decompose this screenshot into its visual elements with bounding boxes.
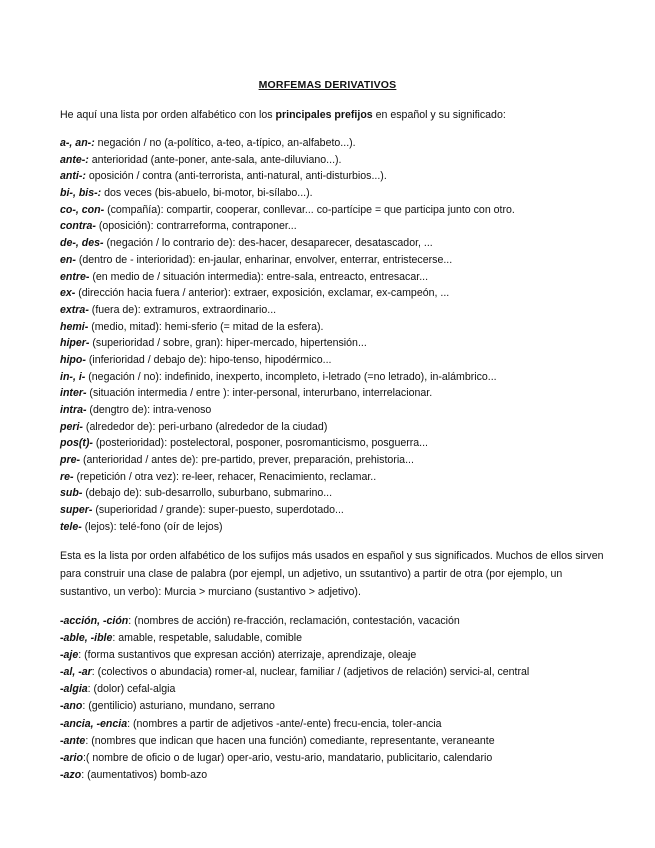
prefix-list xyxy=(60,135,620,536)
prefix-entry xyxy=(60,218,620,235)
prefix-entry-term: extra- xyxy=(60,303,89,316)
prefix-entry-term: entre- xyxy=(60,270,90,283)
prefix-entry xyxy=(60,269,620,286)
suffix-entry xyxy=(60,664,620,681)
prefix-entry-term: inter- xyxy=(60,387,87,400)
prefix-entry xyxy=(60,485,620,502)
prefix-entry xyxy=(60,435,620,452)
prefix-entry-definition: (superioridad / grande): super-puesto, superdotado... xyxy=(92,504,344,517)
suffix-entry-definition: : (nombres que indican que hacen una función) comediante, representante, veraneante xyxy=(85,734,495,747)
prefix-entry xyxy=(60,352,620,369)
prefix-entry-definition: (anterioridad / antes de): pre-partido, prever, preparación, prehistoria... xyxy=(80,454,414,467)
prefix-entry-term: re- xyxy=(60,470,74,483)
prefix-entry xyxy=(60,168,620,185)
prefix-entry-definition: (compañía): compartir, cooperar, conllevar... co-partícipe = que participa junto con otro. xyxy=(104,203,515,216)
prefix-entry-definition: (negación / lo contrario de): des-hacer, desaparecer, desatascador, ... xyxy=(103,237,433,250)
suffix-entry xyxy=(60,767,620,784)
prefix-entry-term: peri- xyxy=(60,420,83,433)
prefix-entry-definition: (oposición): contrarreforma, contraponer... xyxy=(95,220,297,233)
suffix-list xyxy=(60,613,620,784)
prefix-entry-definition: (superioridad / sobre, gran): hiper-mercado, hipertensión... xyxy=(89,337,367,350)
prefix-entry-term: en- xyxy=(60,253,76,266)
suffix-entry-term: -al, -ar xyxy=(60,666,92,679)
suffix-entry-term: -ario xyxy=(60,751,83,764)
prefix-entry xyxy=(60,419,620,436)
suffix-entry-definition: : amable, respetable, saludable, comible xyxy=(112,632,303,645)
prefix-intro xyxy=(60,106,605,124)
intro-bold-text: principales prefijos xyxy=(275,109,373,121)
prefix-entry xyxy=(60,135,620,152)
suffix-intro: Esta es la lista por orden alfabético de los sufijos más usados en español y sus significados. Muchos de ellos sirven para construir una clase de palabra (por ejempl, un adjetivo, un ssutantivo) a partir de otra (por ejemplo, un sustantivo, un verbo): Murcia > murciano (sustantivo > adjetivo). xyxy=(60,550,604,598)
suffix-entry xyxy=(60,733,620,750)
suffix-entry-term: -ano xyxy=(60,700,83,713)
suffix-entry-term: -ancia, -encia xyxy=(60,717,128,730)
suffix-entry-term: -able, -ible xyxy=(60,632,113,645)
prefix-entry xyxy=(60,402,620,419)
suffix-entry xyxy=(60,750,620,767)
suffix-entry xyxy=(60,681,620,698)
prefix-entry-definition: (dentro de - interioridad): en-jaular, enharinar, envolver, enterrar, entristecerse... xyxy=(75,253,453,266)
prefix-entry xyxy=(60,519,620,536)
prefix-entry-term: hemi- xyxy=(60,320,89,333)
prefix-entry-term: hiper- xyxy=(60,337,90,350)
prefix-entry-term: a-, an-: xyxy=(60,137,95,149)
suffix-entry xyxy=(60,716,620,733)
prefix-entry xyxy=(60,302,620,319)
suffix-entry-term: -aje xyxy=(60,649,79,662)
prefix-entry-term: sub- xyxy=(60,487,83,500)
intro-text-start: He aquí una lista por orden alfabético con los xyxy=(60,109,276,121)
prefix-entry-term: anti-: xyxy=(60,170,86,183)
prefix-entry xyxy=(60,252,620,269)
prefix-entry-definition: (lejos): telé-fono (oír de lejos) xyxy=(81,520,223,533)
prefix-entry-term: super- xyxy=(60,504,93,517)
suffix-entry-definition: : (gentilicio) asturiano, mundano, serrano xyxy=(82,700,275,713)
prefix-entry xyxy=(60,452,620,469)
prefix-entry-term: ex- xyxy=(60,287,76,300)
prefix-entry xyxy=(60,502,620,519)
suffix-entry-term: -acción, -ción xyxy=(60,615,129,627)
suffix-entry-definition: : (nombres de acción) re-fracción, reclamación, contestación, vacación xyxy=(128,615,460,627)
suffix-entry-definition: : (aumentativos) bomb-azo xyxy=(81,768,208,781)
prefix-entry xyxy=(60,285,620,302)
prefix-entry xyxy=(60,152,620,169)
prefix-entry-term: bi-, bis-: xyxy=(60,187,102,200)
suffix-entry-definition: : (dolor) cefal-algia xyxy=(87,683,176,696)
suffix-entry xyxy=(60,613,620,630)
prefix-entry xyxy=(60,185,620,202)
prefix-entry-term: pre- xyxy=(60,454,81,467)
prefix-entry-definition: (repetición / otra vez): re-leer, rehacer, Renacimiento, reclamar.. xyxy=(73,470,377,483)
prefix-entry-definition: oposición / contra (anti-terrorista, anti-natural, anti-disturbios...). xyxy=(85,170,387,183)
prefix-entry-definition: (dirección hacia fuera / anterior): extraer, exposición, exclamar, ex-campeón, ... xyxy=(75,287,450,300)
prefix-entry-definition: (situación intermedia / entre ): inter-personal, interurbano, interrelacionar. xyxy=(86,387,433,400)
page-title: MORFEMAS DERIVATIVOS xyxy=(258,79,397,91)
prefix-entry-definition: (posterioridad): postelectoral, posponer, posromanticismo, posguerra... xyxy=(92,437,429,450)
prefix-entry xyxy=(60,385,620,402)
prefix-entry-definition: (inferioridad / debajo de): hipo-tenso, hipodérmico... xyxy=(85,353,332,366)
prefix-entry xyxy=(60,319,620,336)
suffix-entry-term: -azo xyxy=(60,768,82,781)
suffix-entry-term: -ante xyxy=(60,734,86,747)
suffix-entry xyxy=(60,698,620,715)
prefix-entry-term: in-, i- xyxy=(60,370,86,383)
prefix-entry-term: contra- xyxy=(60,220,96,233)
prefix-entry-term: co-, con- xyxy=(60,203,105,216)
prefix-entry-term: de-, des- xyxy=(60,237,104,250)
prefix-entry xyxy=(60,369,620,386)
prefix-entry-definition: (en medio de / situación intermedia): entre-sala, entreacto, entresacar... xyxy=(89,270,429,283)
suffix-entry xyxy=(60,630,620,647)
prefix-entry-definition: (fuera de): extramuros, extraordinario... xyxy=(88,303,277,316)
intro-text-end: en español y su significado: xyxy=(372,109,506,121)
suffix-entry-term: -algia xyxy=(60,683,88,696)
suffix-entry xyxy=(60,647,620,664)
prefix-entry-term: intra- xyxy=(60,404,87,416)
prefix-entry-definition: anterioridad (ante-poner, ante-sala, ante-diluviano...). xyxy=(88,153,342,166)
prefix-entry-term: hipo- xyxy=(60,353,86,366)
prefix-entry xyxy=(60,469,620,486)
prefix-entry-definition: negación / no (a-político, a-teo, a-típico, an-alfabeto...). xyxy=(94,137,356,149)
prefix-entry-term: pos(t)- xyxy=(60,437,93,450)
prefix-entry xyxy=(60,202,620,219)
prefix-entry-definition: dos veces (bis-abuelo, bi-motor, bi-sílabo...). xyxy=(101,187,313,200)
prefix-entry-definition: (debajo de): sub-desarrollo, suburbano, submarino... xyxy=(82,487,333,500)
suffix-entry-definition: :( nombre de oficio o de lugar) oper-ario, vestu-ario, mandatario, publicitario, calendario xyxy=(82,751,493,764)
prefix-entry-term: tele- xyxy=(60,520,82,533)
suffix-entry-definition: : (forma sustantivos que expresan acción) aterrizaje, aprendizaje, oleaje xyxy=(78,649,417,662)
prefix-entry-definition: (dengtro de): intra-venoso xyxy=(86,404,212,416)
prefix-entry xyxy=(60,335,620,352)
suffix-entry-definition: : (nombres a partir de adjetivos -ante/-ente) frecu-encia, toler-ancia xyxy=(127,717,442,730)
prefix-entry-definition: (negación / no): indefinido, inexperto, incompleto, i-letrado (=no letrado), in-alámbrico... xyxy=(85,370,497,383)
prefix-entry xyxy=(60,235,620,252)
prefix-entry-definition: (alrededor de): peri-urbano (alrededor de la ciudad) xyxy=(82,420,328,433)
prefix-entry-term: ante-: xyxy=(60,153,89,166)
suffix-entry-definition: : (colectivos o abundacia) romer-al, nuclear, familiar / (adjetivos de relación) servici-al, central xyxy=(91,666,530,679)
prefix-entry-definition: (medio, mitad): hemi-sferio (= mitad de la esfera). xyxy=(88,320,324,333)
